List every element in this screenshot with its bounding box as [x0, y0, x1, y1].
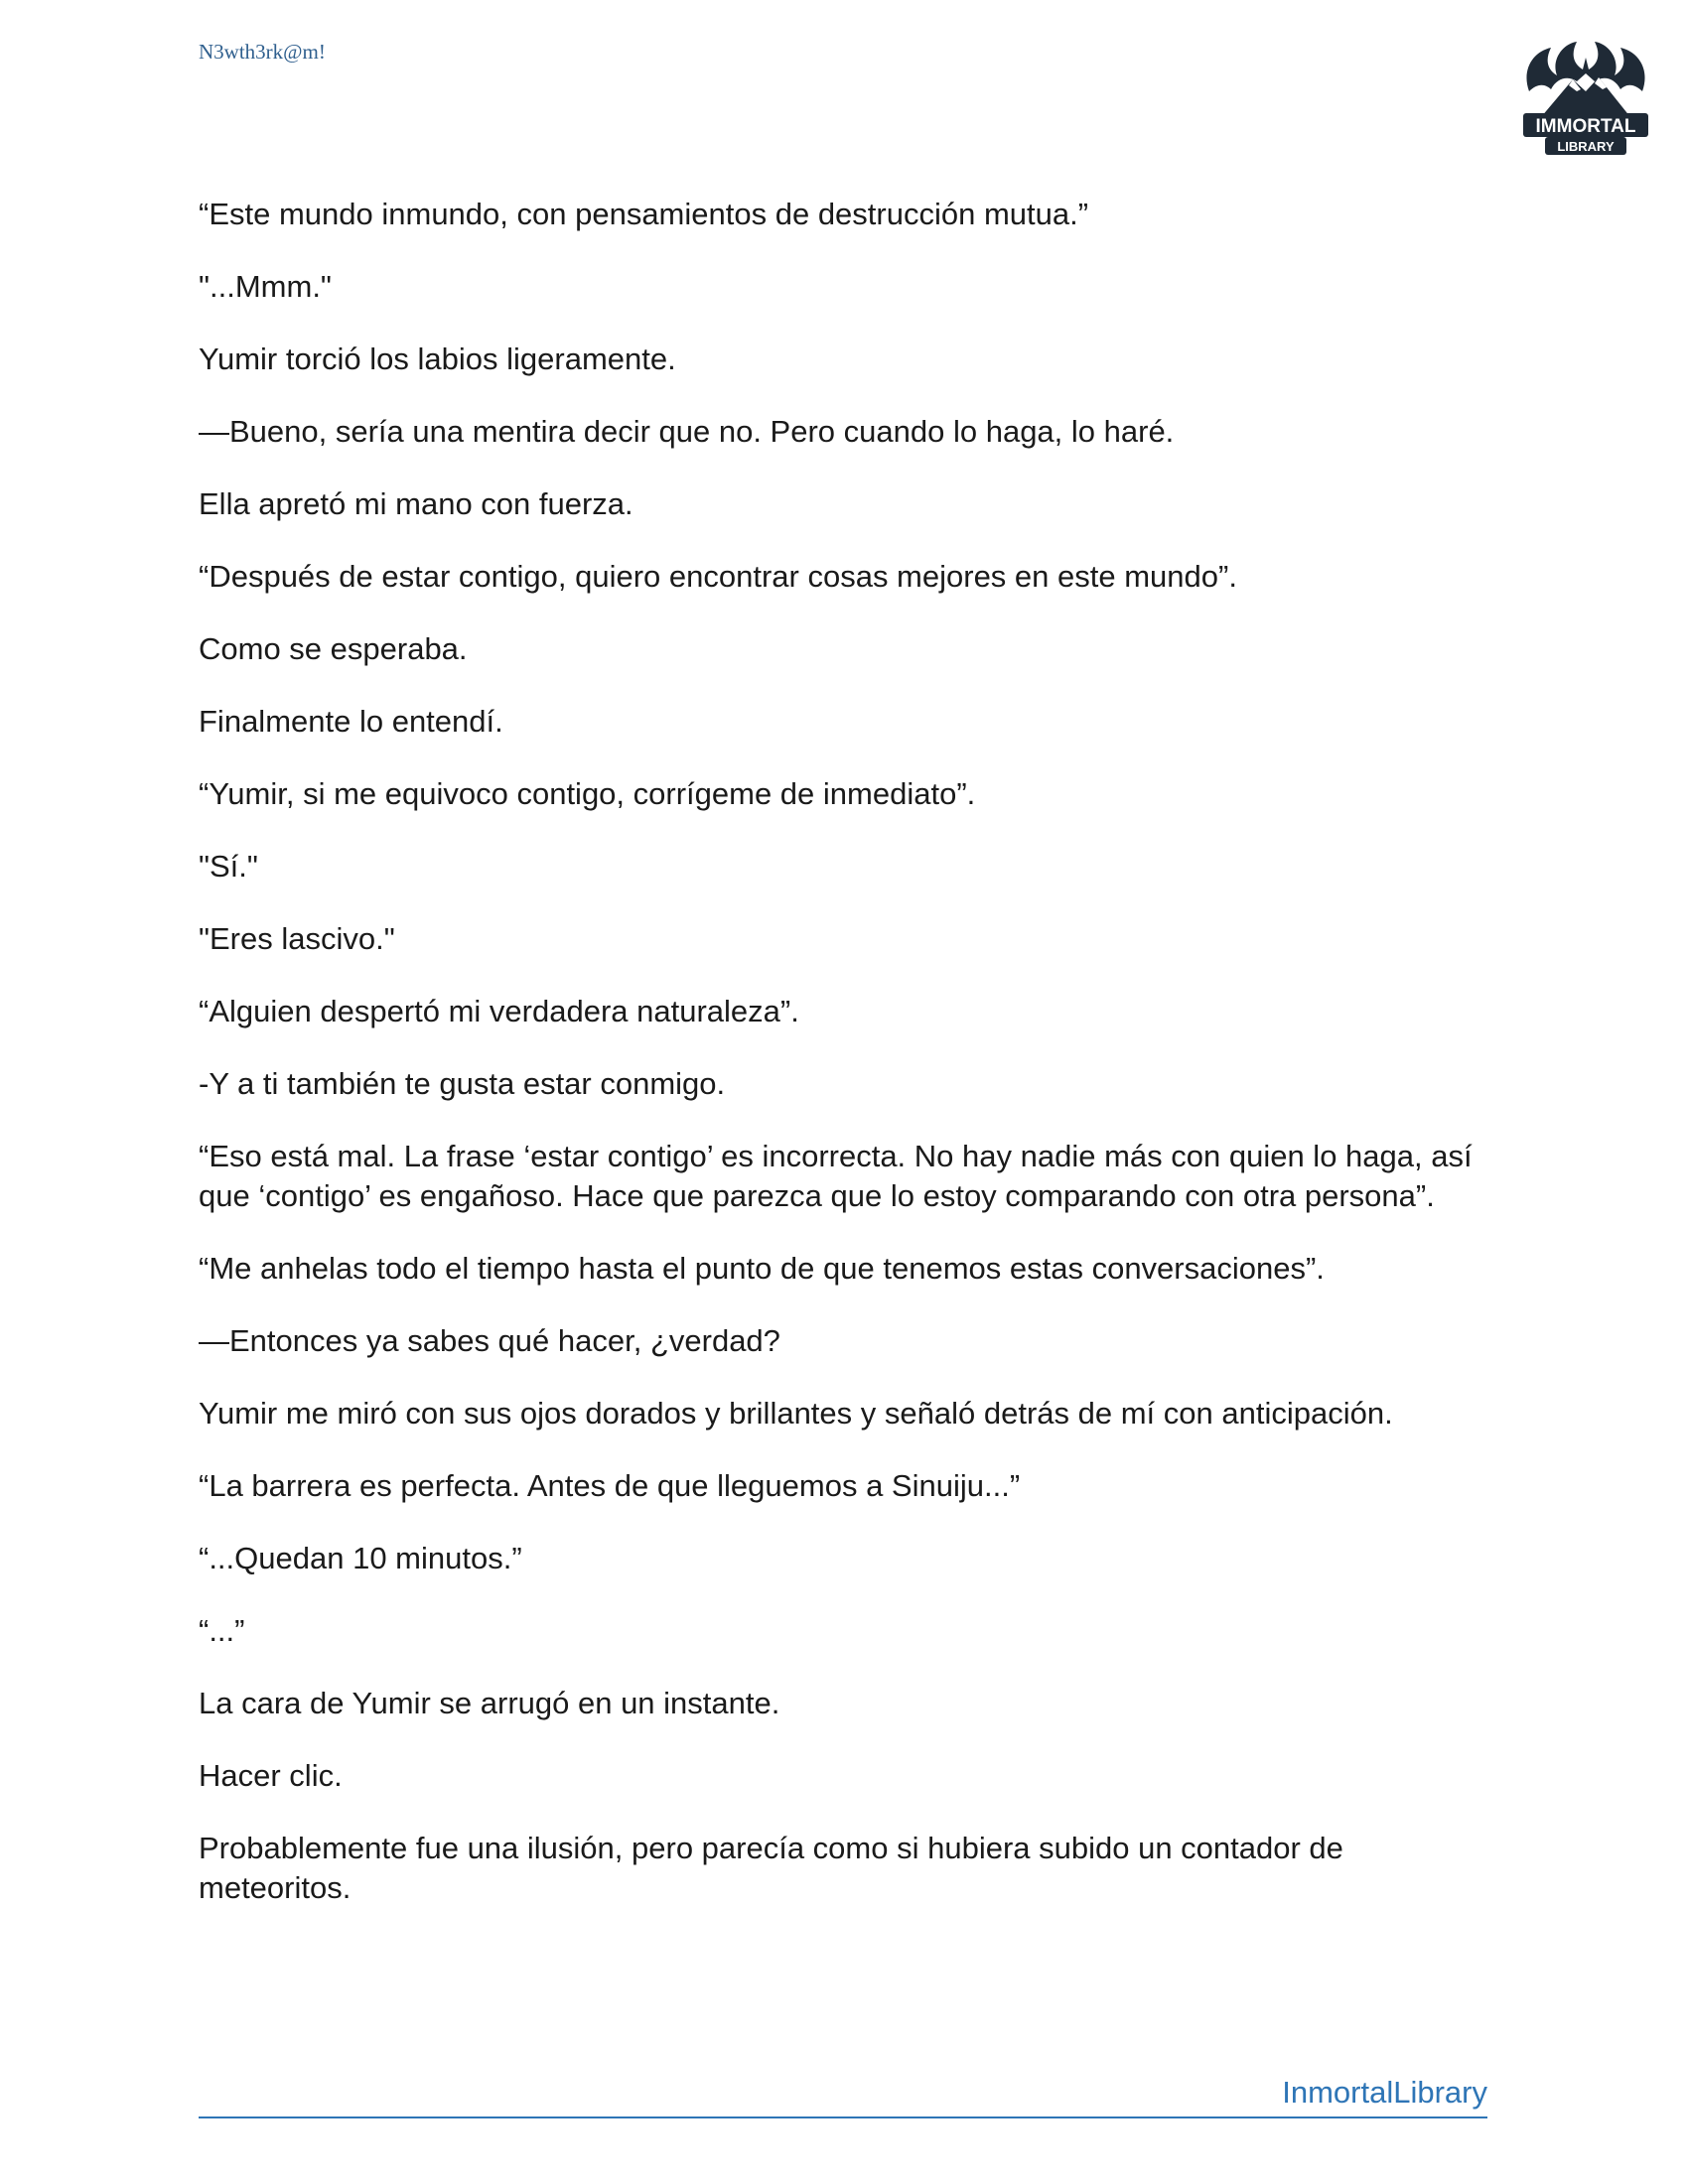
immortal-library-logo-icon	[1511, 30, 1660, 169]
paragraph: Como se esperaba.	[199, 631, 468, 666]
header-watermark: N3wth3rk@m!	[199, 40, 326, 64]
paragraph: —Entonces ya sabes qué hacer, ¿verdad?	[199, 1323, 780, 1358]
paragraph: Yumir me miró con sus ojos dorados y brillantes y señaló detrás de mí con anticipación.	[199, 1396, 1393, 1431]
paragraph: “Eso está mal. La frase ‘estar contigo’ es incorrecta. No hay nadie más con quien lo haga, así que ‘contigo’ es engañoso. Hace que parezca que lo estoy comparando con otra persona”.	[199, 1139, 1473, 1213]
logo-line1: IMMORTAL	[1535, 116, 1636, 137]
logo-line2: LIBRARY	[1557, 139, 1615, 154]
paragraph: La cara de Yumir se arrugó en un instante.	[199, 1686, 780, 1720]
paragraph: Finalmente lo entendí.	[199, 704, 503, 739]
paragraph: Probablemente fue una ilusión, pero parecía como si hubiera subido un contador de meteoritos.	[199, 1831, 1343, 1905]
paragraph: “Me anhelas todo el tiempo hasta el punto de que tenemos estas conversaciones”.	[199, 1251, 1325, 1286]
footer-link[interactable]: InmortalLibrary	[1282, 2075, 1487, 2110]
paragraph: “Yumir, si me equivoco contigo, corrígeme de inmediato”.	[199, 776, 976, 811]
paragraph: "Eres lascivo."	[199, 921, 395, 956]
paragraph: —Bueno, sería una mentira decir que no. Pero cuando lo haga, lo haré.	[199, 414, 1175, 449]
paragraph: “Este mundo inmundo, con pensamientos de destrucción mutua.”	[199, 197, 1089, 231]
paragraph: “La barrera es perfecta. Antes de que lleguemos a Sinuiju...”	[199, 1468, 1021, 1503]
paragraph: Yumir torció los labios ligeramente.	[199, 341, 676, 376]
paragraph: Ella apretó mi mano con fuerza.	[199, 486, 633, 521]
paragraph: "...Mmm."	[199, 269, 332, 304]
paragraph: “Después de estar contigo, quiero encontrar cosas mejores en este mundo”.	[199, 559, 1237, 594]
paragraph: “Alguien despertó mi verdadera naturaleza”.	[199, 994, 799, 1028]
paragraph: -Y a ti también te gusta estar conmigo.	[199, 1066, 726, 1101]
paragraph: Hacer clic.	[199, 1758, 343, 1793]
body-text	[199, 195, 1489, 1941]
paragraph: “...Quedan 10 minutos.”	[199, 1541, 522, 1575]
paragraph: "Sí."	[199, 849, 258, 884]
paragraph: “...”	[199, 1613, 245, 1648]
footer-rule	[199, 2073, 1487, 2118]
